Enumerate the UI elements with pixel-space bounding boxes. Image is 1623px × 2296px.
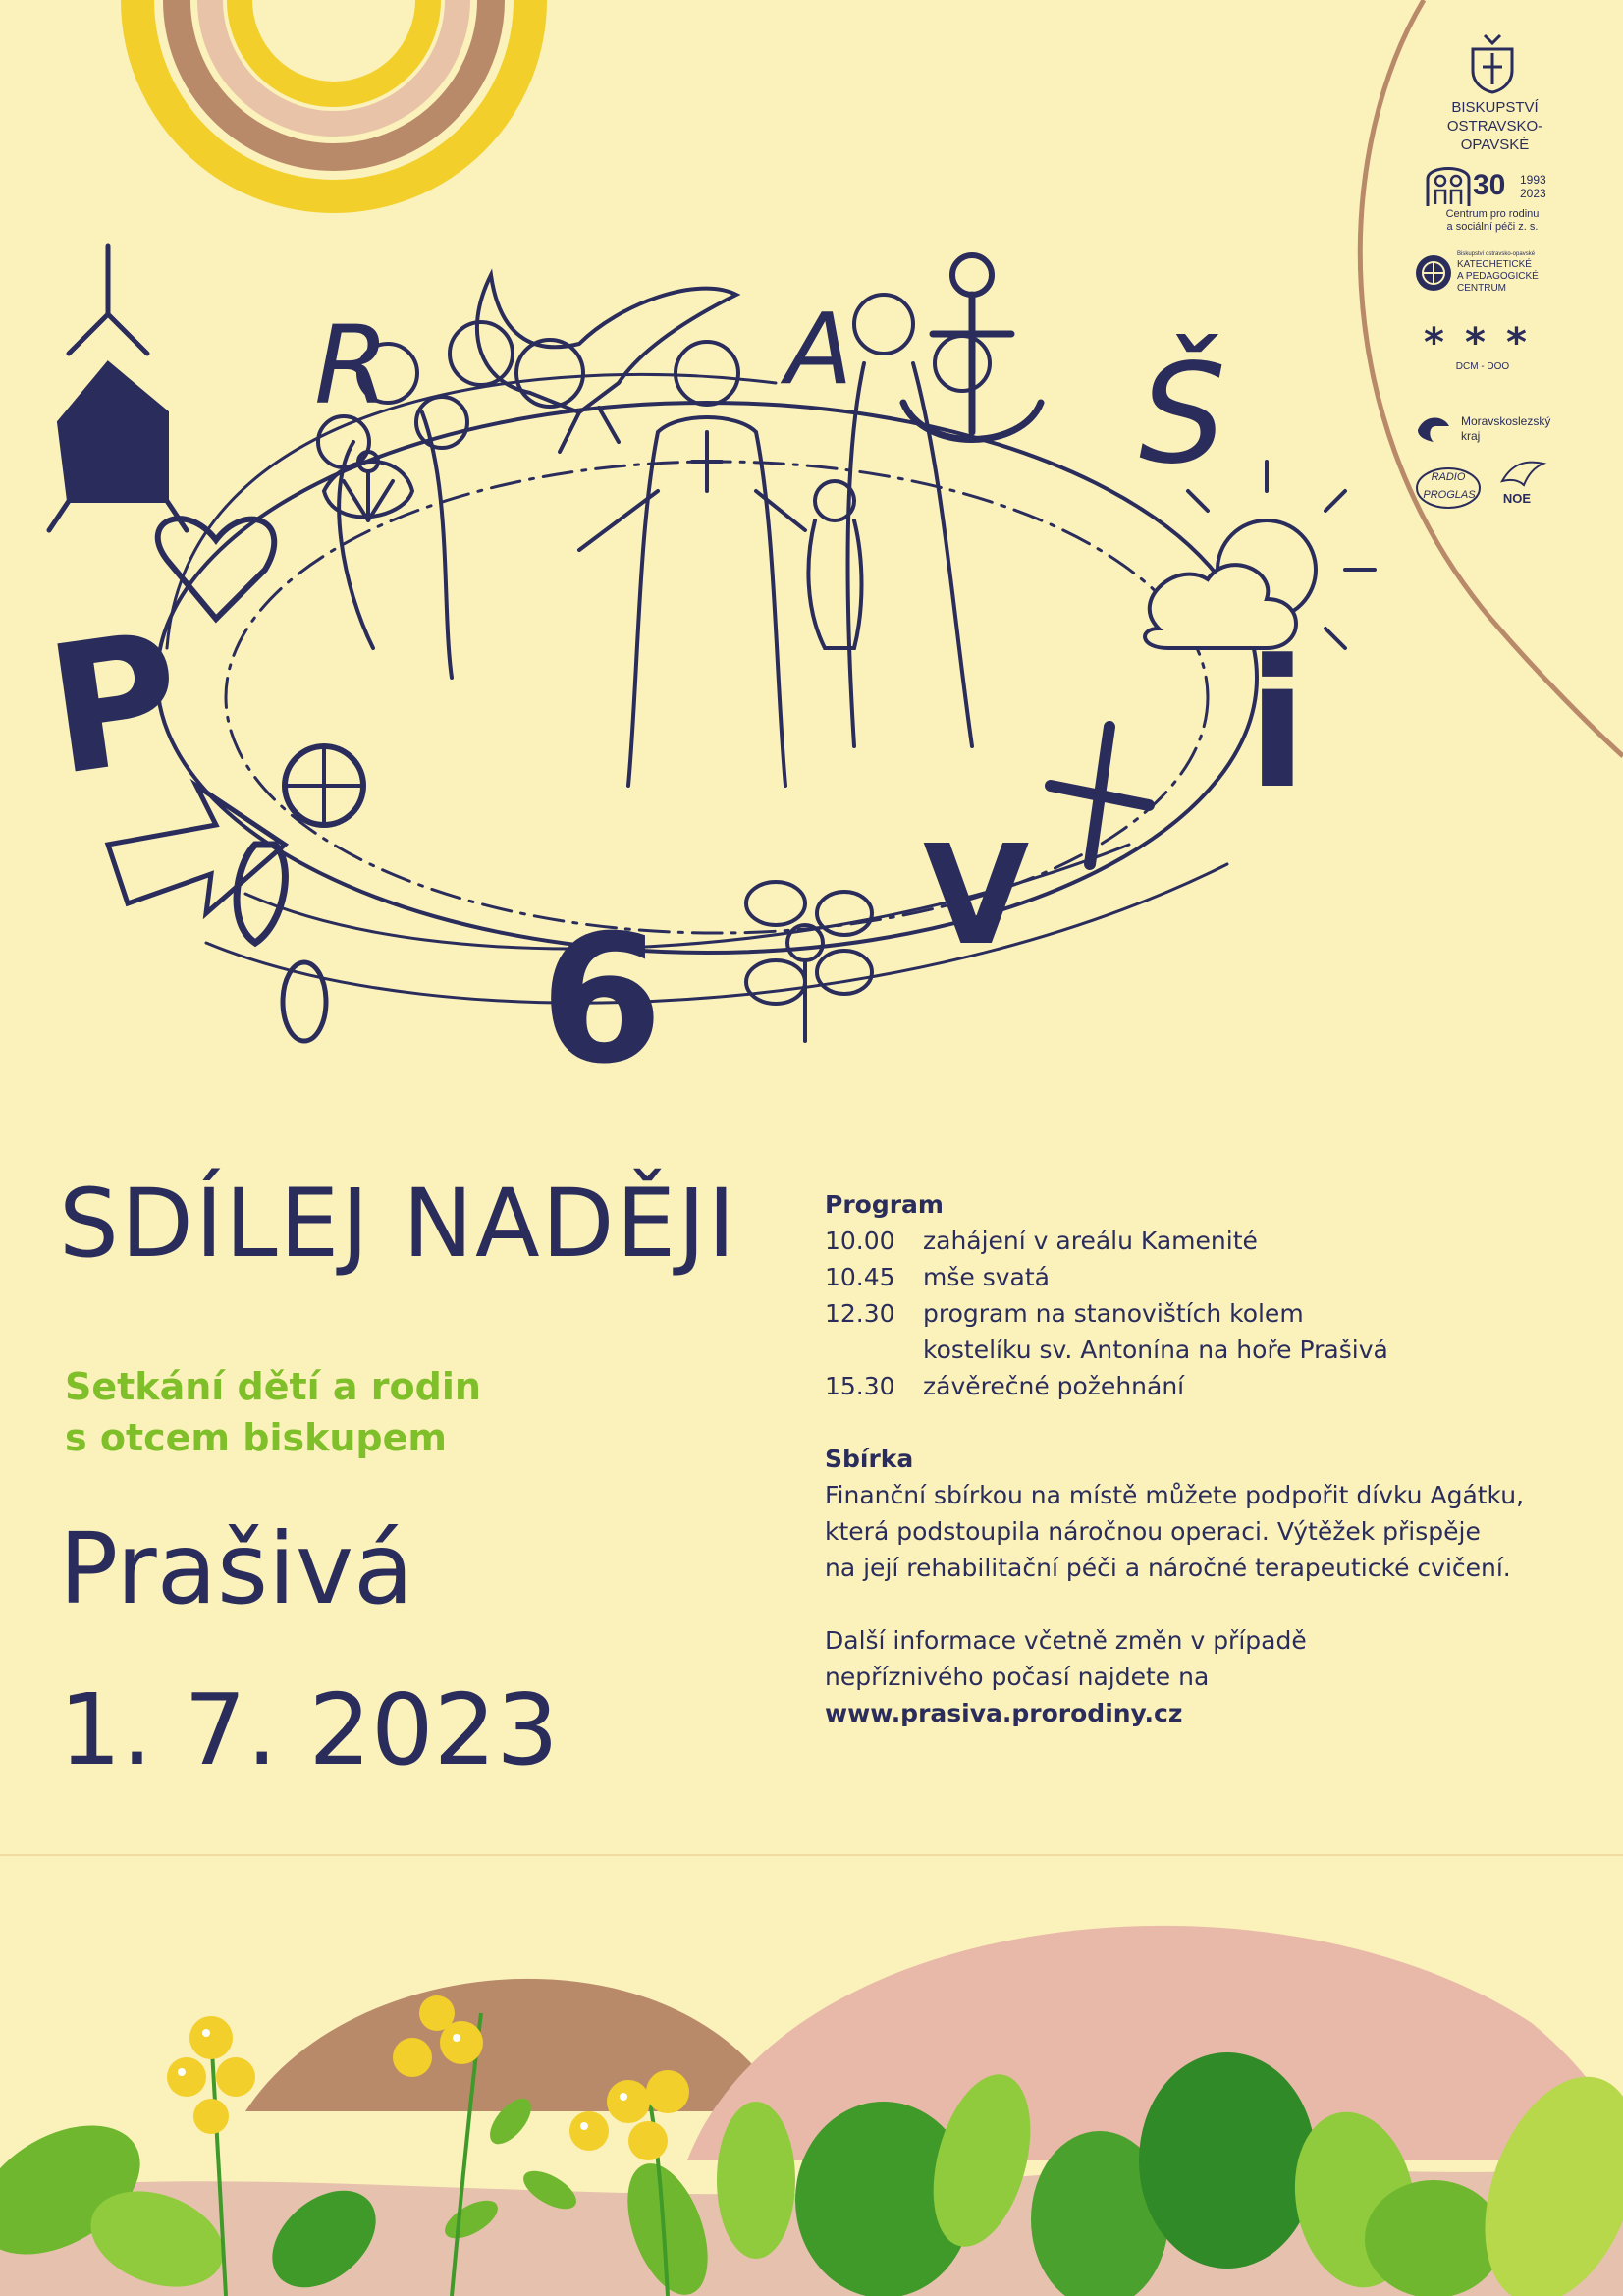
spacer (825, 1404, 1551, 1441)
letter-i: i (1247, 623, 1308, 828)
letter-p: P (36, 593, 193, 816)
noe-label: NOE (1502, 491, 1532, 506)
msk-logo-icon (1414, 410, 1453, 446)
program-item (825, 1223, 1551, 1259)
katecheticke-caption: Biskupství ostravsko-opavské (1457, 251, 1536, 257)
svg-text:*: * (1465, 324, 1486, 363)
letter-a: A (785, 292, 853, 407)
program-text: závěrečné požehnání (923, 1372, 1185, 1400)
program-time: 15.30 (825, 1372, 895, 1400)
katecheticke-name: KATECHETICKÉ A PEDAGOGICKÉ CENTRUM (1457, 259, 1539, 294)
program-item (825, 1368, 1551, 1404)
diocese-crest-icon (1463, 31, 1522, 94)
letter-s-caron: Š (1139, 335, 1226, 495)
centrum-name: Centrum pro rodinu a sociální péči z. s. (1445, 208, 1540, 233)
program-time: 12.30 (825, 1299, 895, 1328)
dcm-label: DCM - DOO (1455, 361, 1510, 372)
letter-six: 6 (540, 898, 664, 1103)
info-column (825, 1186, 1551, 1731)
msk-name: Moravskoslezský kraj (1461, 414, 1551, 443)
noe-dove-icon (1498, 458, 1547, 489)
proglas-label: PROGLAS (1423, 489, 1476, 501)
centrum-years: 1993 2023 (1520, 173, 1546, 200)
spacer (825, 1586, 1551, 1622)
letter-v: V (923, 816, 1030, 976)
letter-r: R (314, 302, 390, 428)
event-date: 1. 7. 2023 (59, 1672, 559, 1787)
event-place: Prašivá (59, 1511, 414, 1626)
more-info-text: Další informace včetně změn v případě nepříznivého počasí najdete na (825, 1626, 1307, 1691)
subtitle-line-2: s otcem biskupem (65, 1416, 447, 1459)
centrum-number: 30 (1473, 169, 1506, 201)
program-time: 10.00 (825, 1227, 895, 1255)
subtitle-line-1: Setkání dětí a rodin (65, 1365, 481, 1408)
radio-label: RADIO (1431, 471, 1466, 483)
program-item (825, 1295, 1551, 1368)
website-link[interactable]: www.prasiva.prorodiny.cz (825, 1699, 1183, 1727)
collection-text: Finanční sbírkou na místě můžete podpořit dívku Agátku, která podstoupila náročnou operaci. Výtěžek přispěje na její rehabilitační péči a náročné terapeutické cvičení. (825, 1481, 1525, 1582)
dcm-stars-icon (1424, 324, 1542, 363)
subtitle (65, 1361, 481, 1463)
program-text: zahájení v areálu Kamenité (923, 1227, 1258, 1255)
program-list (825, 1223, 1551, 1404)
centrum-logo-icon (1424, 157, 1473, 208)
svg-text:*: * (1506, 324, 1527, 363)
illustration (29, 236, 1384, 1110)
svg-text:*: * (1424, 324, 1444, 363)
program-time: 10.45 (825, 1263, 895, 1291)
foliage-border (0, 1866, 1623, 2296)
page-title: SDÍLEJ NADĚJI (59, 1169, 737, 1279)
katecheticke-globe-icon (1414, 253, 1453, 293)
program-text: mše svatá (923, 1263, 1050, 1291)
program-heading: Program (825, 1190, 944, 1219)
program-text: program na stanovištích kolem kostelíku sv. Antonína na hoře Prašivá (923, 1299, 1388, 1364)
divider (0, 1854, 1623, 1856)
program-item (825, 1259, 1551, 1295)
sun-arcs (0, 0, 687, 216)
diocese-name: BISKUPSTVÍ OSTRAVSKO-OPAVSKÉ (1446, 99, 1543, 153)
collection-heading: Sbírka (825, 1445, 914, 1473)
